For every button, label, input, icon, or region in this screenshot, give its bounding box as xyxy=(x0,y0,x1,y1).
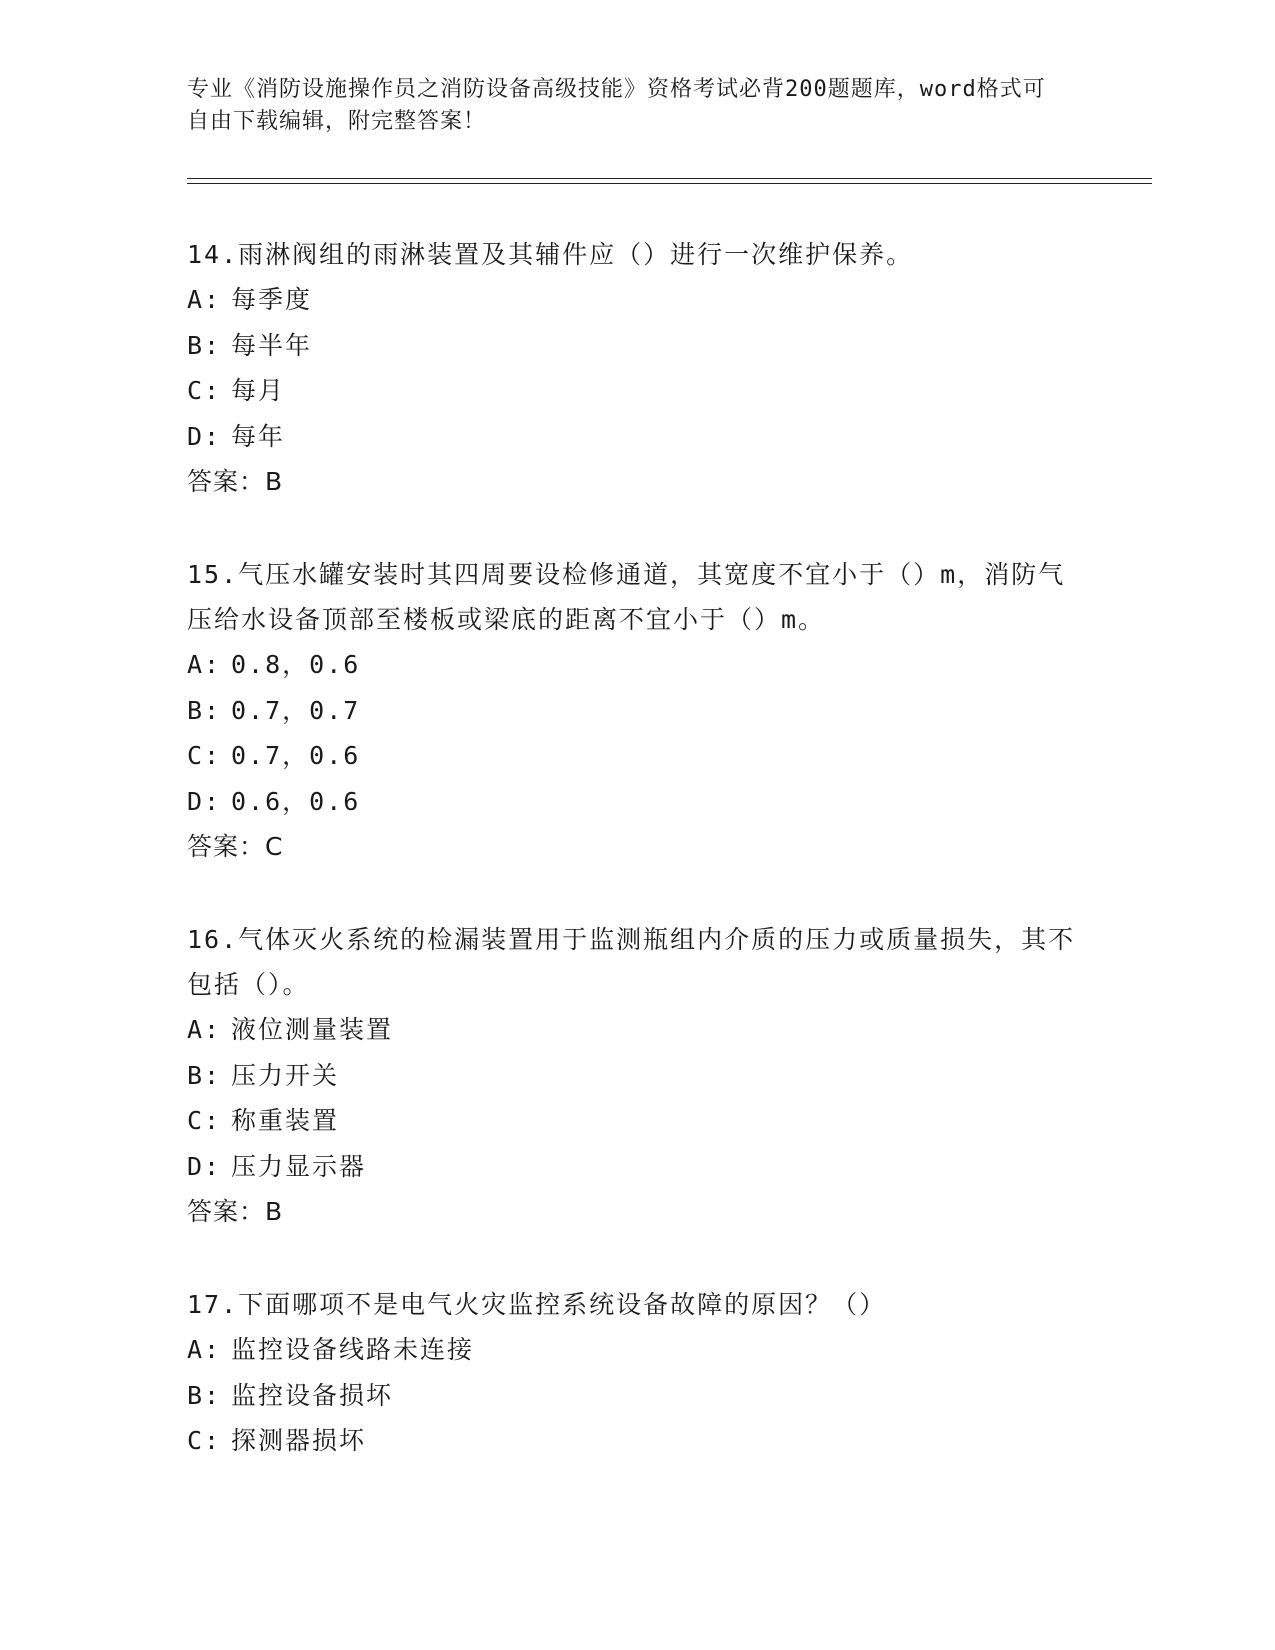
option-text: 每半年 xyxy=(231,330,313,360)
option-d xyxy=(187,779,1087,825)
question-stem: 14.雨淋阀组的雨淋装置及其辅件应（）进行一次维护保养。 xyxy=(187,240,914,269)
option-text: 液位测量装置 xyxy=(231,1015,394,1044)
option-b xyxy=(187,1373,1087,1419)
answer-key: 答案：B xyxy=(187,1197,284,1226)
question-15 xyxy=(187,552,1087,869)
option-letter: C: xyxy=(187,1106,222,1135)
option-letter: D: xyxy=(187,421,222,451)
option-a xyxy=(187,1327,1087,1373)
option-text: 压力显示器 xyxy=(231,1151,367,1181)
option-c xyxy=(187,368,1087,414)
option-text: 监控设备线路未连接 xyxy=(231,1335,475,1364)
option-c xyxy=(187,1418,1087,1464)
option-d xyxy=(187,414,1087,460)
option-letter: C: xyxy=(187,376,222,405)
option-a xyxy=(187,277,1087,323)
option-letter: A: xyxy=(187,1335,222,1364)
option-a xyxy=(187,1007,1087,1053)
question-stem: 16.气体灭火系统的检漏装置用于监测瓶组内介质的压力或质量损失，其不包括（）。 xyxy=(187,925,1076,999)
option-letter: C: xyxy=(187,741,222,770)
option-letter: B: xyxy=(187,330,222,360)
option-text: 称重装置 xyxy=(231,1106,340,1135)
question-16 xyxy=(187,917,1087,1234)
option-letter: A: xyxy=(187,650,222,679)
option-b xyxy=(187,323,1087,369)
option-text: 压力开关 xyxy=(231,1060,340,1090)
option-letter: A: xyxy=(187,285,222,314)
option-text: 0.8，0.6 xyxy=(231,650,361,679)
option-letter: B: xyxy=(187,1380,222,1410)
option-letter: D: xyxy=(187,786,222,816)
question-stem: 17.下面哪项不是电气火灾监控系统设备故障的原因？（） xyxy=(187,1290,887,1319)
option-text: 探测器损坏 xyxy=(231,1426,367,1455)
header-divider-top xyxy=(187,178,1152,179)
option-text: 0.7，0.6 xyxy=(231,741,361,770)
header-divider-bottom xyxy=(187,183,1152,184)
option-letter: B: xyxy=(187,1060,222,1090)
question-14 xyxy=(187,232,1087,504)
option-text: 每年 xyxy=(231,421,286,451)
option-letter: A: xyxy=(187,1015,222,1044)
option-d xyxy=(187,1144,1087,1190)
option-b xyxy=(187,688,1087,734)
option-text: 监控设备损坏 xyxy=(231,1380,394,1410)
answer-key: 答案：C xyxy=(187,832,284,861)
option-c xyxy=(187,733,1087,779)
option-letter: D: xyxy=(187,1151,222,1181)
question-stem: 15.气压水罐安装时其四周要设检修通道，其宽度不宜小于（）m，消防气压给水设备顶部至楼板或梁底的距离不宜小于（）m。 xyxy=(187,560,1066,634)
option-letter: C: xyxy=(187,1426,222,1455)
option-text: 0.6，0.6 xyxy=(231,786,361,816)
option-text: 每季度 xyxy=(231,285,313,314)
option-c xyxy=(187,1098,1087,1144)
option-b xyxy=(187,1053,1087,1099)
option-a xyxy=(187,642,1087,688)
answer-key: 答案：B xyxy=(187,467,284,496)
option-text: 0.7，0.7 xyxy=(231,695,361,725)
option-text: 每月 xyxy=(231,376,286,405)
option-letter: B: xyxy=(187,695,222,725)
question-17 xyxy=(187,1282,1087,1464)
document-header: 专业《消防设施操作员之消防设备高级技能》资格考试必背200题题库，word格式可自由下载编辑，附完整答案！ xyxy=(187,77,1046,134)
